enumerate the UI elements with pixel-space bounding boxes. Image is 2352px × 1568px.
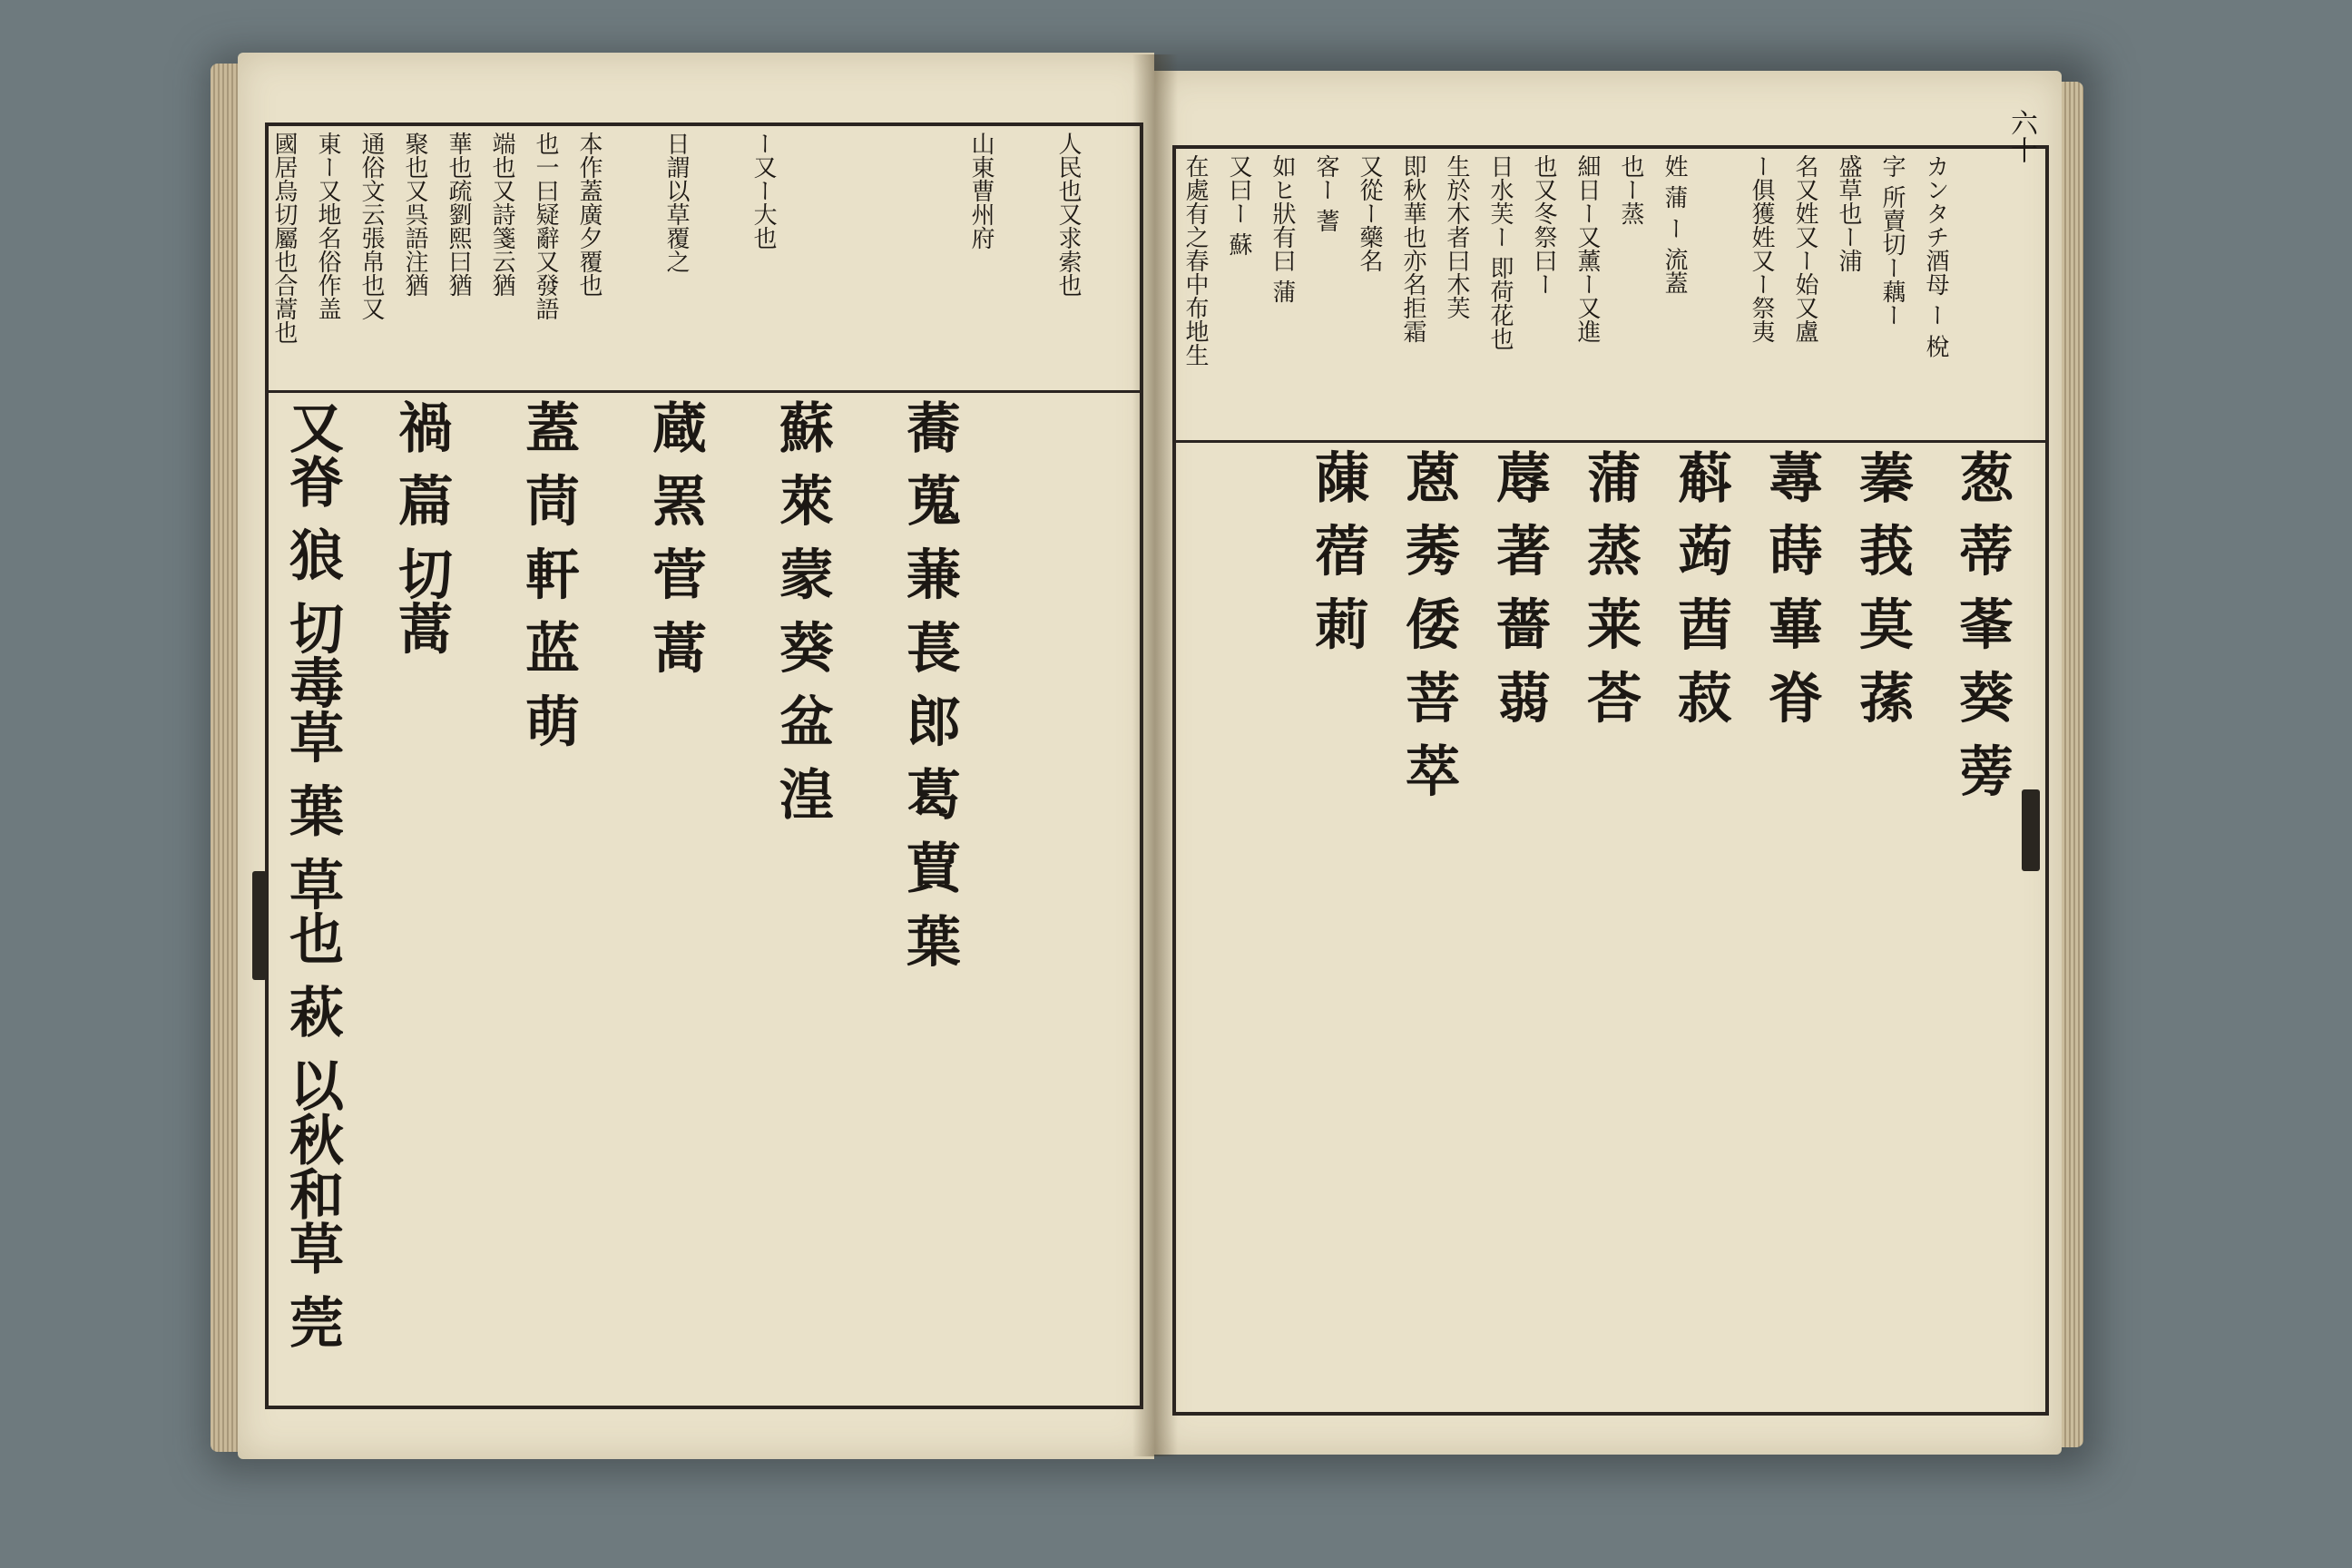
left-upper-column: 聚也又呉語注猶 (401, 132, 428, 297)
right-upper-column: 在處有之春中布地生 (1181, 154, 1209, 367)
left-lower-column: 禍 萹 切蒿 (389, 399, 453, 655)
left-upper-column: 通俗文云張帛也又 (358, 132, 385, 320)
left-upper-column: 山東曹州府 (967, 132, 995, 250)
left-lower-column: 又脊 狼 切毒草 葉 草也 萩 以秋和草 莞 (280, 399, 344, 1349)
right-page-divider (1172, 440, 2045, 443)
left-upper-column: 國居烏切屬也合蒿也 (270, 132, 298, 344)
right-lower-column: 蓁 莪 莫 蓀 (1850, 449, 1914, 724)
right-upper-column: 又曰ー 蘇 (1225, 154, 1252, 257)
right-upper-column: 日水芙ー 即荷花也 (1486, 154, 1514, 351)
left-upper-column: 本作蓋廣夕覆也 (575, 132, 603, 297)
left-lower-column: 蓋 茼 軒 蓝 萌 (516, 399, 580, 748)
left-upper-column: ー又ー大也 (750, 132, 777, 250)
right-upper-column: 字 所賣切ー藕ー (1878, 154, 1906, 328)
right-upper-column: 如ヒ狀有曰 蒲 (1269, 154, 1296, 304)
right-lower-column: 蒽 莠 倭 菩 萃 (1396, 449, 1460, 798)
left-lower-column: 蕎 蒐 蒹 萇 郎 葛 蕒 葉 (897, 399, 961, 968)
right-lower-column: 蒲 蒸 莱 荅 (1578, 449, 1642, 724)
right-upper-column: ー俱獲姓又ー祭夷 (1748, 154, 1775, 343)
left-upper-column: 日謂以草覆之 (662, 132, 690, 273)
left-upper-column: 人民也又求索也 (1054, 132, 1082, 297)
left-upper-column: 東ー又地名俗作盖 (314, 132, 341, 320)
left-page-divider (265, 390, 1140, 393)
page-folio: 六十 (2005, 109, 2037, 163)
left-lower-column: 蘇 萊 蒙 葵 盆 湟 (770, 399, 834, 821)
right-upper-column: 即秋華也亦名拒霜 (1399, 154, 1426, 343)
left-upper-column: 也一曰疑辭又發語 (532, 132, 559, 320)
right-upper-column: 姓 蒲 ー 流蓋 (1661, 154, 1688, 295)
right-upper-column: 又從ー藥名 (1356, 154, 1383, 272)
right-lower-column: 蔛 蒟 莤 菽 (1669, 449, 1732, 724)
left-lower-column: 蔵 罴 菅 蒿 (643, 399, 707, 674)
right-lower-column: 蓐 著 薔 蒻 (1487, 449, 1551, 724)
right-upper-column: 也ー蒸 (1617, 154, 1644, 225)
right-upper-column: 生於木者曰木芙 (1443, 154, 1470, 319)
right-upper-column: カンタチ酒母 ー 梲 (1922, 154, 1949, 358)
left-upper-column: 華也疏劉熙曰猶 (445, 132, 472, 297)
right-upper-column: 名又姓又ー始又盧 (1791, 154, 1818, 343)
right-lower-column: 蕁 蒔 蓽 脊 (1759, 449, 1823, 724)
right-upper-column: 盛草也ー浦 (1835, 154, 1862, 272)
left-upper-column: 端也又詩箋云猶 (488, 132, 515, 297)
right-upper-column: 也又冬祭曰ー (1530, 154, 1557, 296)
right-upper-column: 細日ー又薰ー又進 (1573, 154, 1601, 343)
right-lower-column: 蔯 蓿 莿 (1306, 449, 1369, 651)
right-upper-column: 客ー 蓍 (1312, 154, 1339, 233)
binding-clip (252, 871, 267, 980)
binding-clip (2022, 789, 2040, 871)
right-lower-column: 葱 蒂 莑 葵 蒡 (1950, 449, 2014, 798)
